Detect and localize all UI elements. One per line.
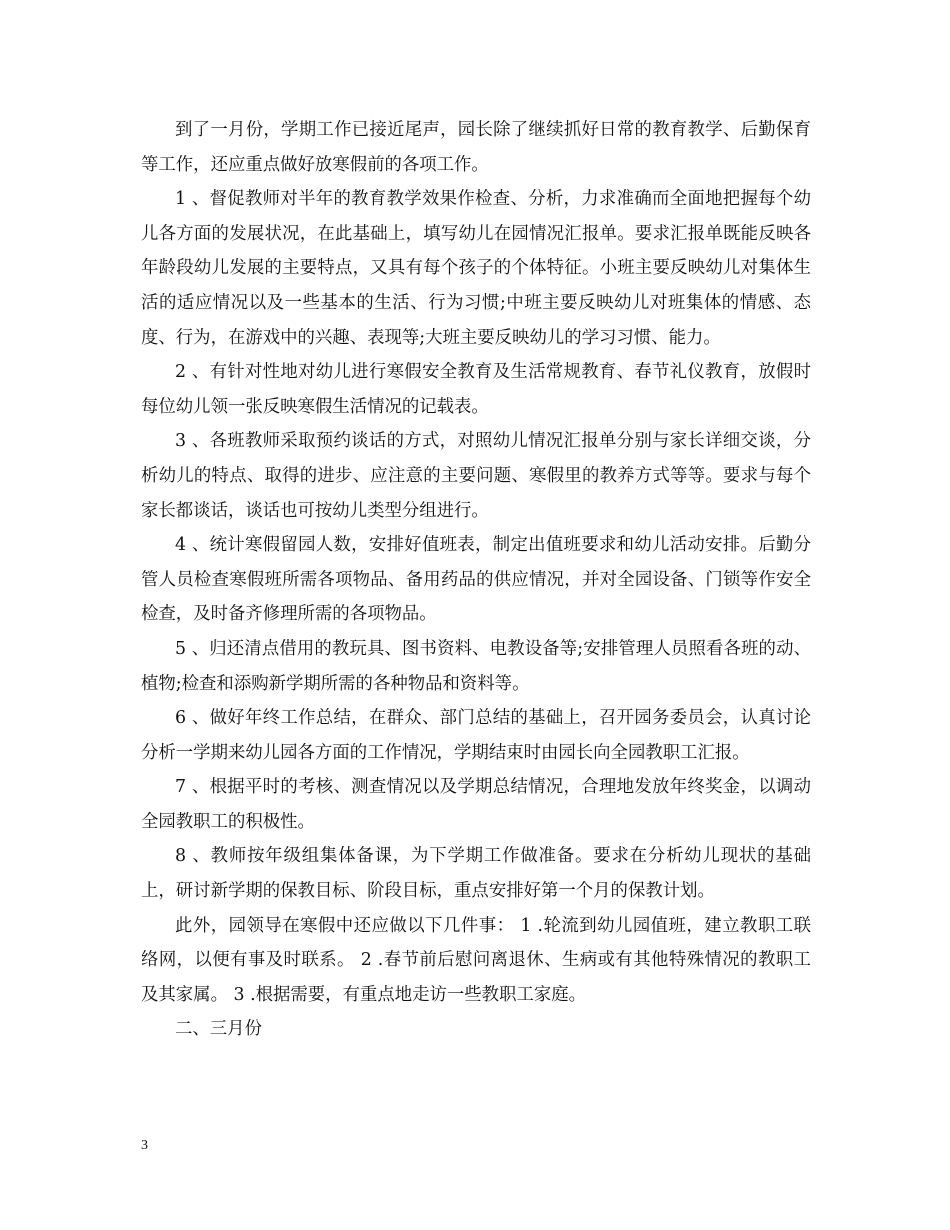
paragraph-item-8: 8 、教师按年级组集体备课，为下学期工作做准备。要求在分析幼儿现状的基础上，研讨新学期的保教目标、阶段目标，重点安排好第一个月的保教计划。 xyxy=(141,846,811,902)
paragraph-winter-tasks: 此外，园领导在寒假中还应做以下几件事： 1 .轮流到幼儿园值班，建立教职工联络网，以便有事及时联系。 2 .春节前后慰问离退休、生病或有其他特殊情况的教职工及其家属。 3 .根据需要，有重点地走访一些教职工家庭。 xyxy=(141,915,811,1005)
paragraph-item-1: 1 、督促教师对半年的教育教学效果作检查、分析，力求准确而全面地把握每个幼儿各方面的发展状况，在此基础上，填写幼儿在园情况汇报单。要求汇报单既能反映各年龄段幼儿发展的主要特点，又具有每个孩子的个体特征。小班主要反映幼儿对集体生活的适应情况以及一些基本的生活、行为习惯;中班主要反映幼儿对班集体的情感、态度、行为，在游戏中的兴趣、表现等;大班主要反映幼儿的学习习惯、能力。 xyxy=(141,189,811,348)
paragraph-item-6: 6 、做好年终工作总结，在群众、部门总结的基础上，召开园务委员会，认真讨论分析一学期来幼儿园各方面的工作情况，学期结束时由园长向全园教职工汇报。 xyxy=(141,708,811,763)
paragraph-item-5: 5 、归还清点借用的教玩具、图书资料、电教设备等;安排管理人员照看各班的动、植物;检查和添购新学期所需的各种物品和资料等。 xyxy=(141,638,811,694)
paragraph-item-4: 4 、统计寒假留园人数，安排好值班表，制定出值班要求和幼儿活动安排。后勤分管人员检查寒假班所需各项物品、备用药品的供应情况，并对全园设备、门锁等作安全检查，及时备齐修理所需的各项物品。 xyxy=(141,535,811,625)
paragraph-item-2: 2 、有针对性地对幼儿进行寒假安全教育及生活常规教育、春节礼仪教育，放假时每位幼儿领一张反映寒假生活情况的记载表。 xyxy=(141,362,811,417)
paragraph-item-7: 7 、根据平时的考核、测查情况以及学期总结情况，合理地发放年终奖金，以调动全园教职工的积极性。 xyxy=(141,777,811,832)
section-heading: 二、三月份 xyxy=(175,1019,262,1040)
paragraph-item-3: 3 、各班教师采取预约谈话的方式，对照幼儿情况汇报单分别与家长详细交谈，分析幼儿的特点、取得的进步、应注意的主要问题、寒假里的教养方式等等。要求与每个家长都谈话，谈话也可按幼儿类型分组进行。 xyxy=(141,431,811,521)
page-number: 3 xyxy=(141,1138,148,1153)
document-body xyxy=(141,113,811,1047)
paragraph-intro: 到了一月份，学期工作已接近尾声，园长除了继续抓好日常的教育教学、后勤保育等工作，还应重点做好放寒假前的各项工作。 xyxy=(141,120,811,175)
